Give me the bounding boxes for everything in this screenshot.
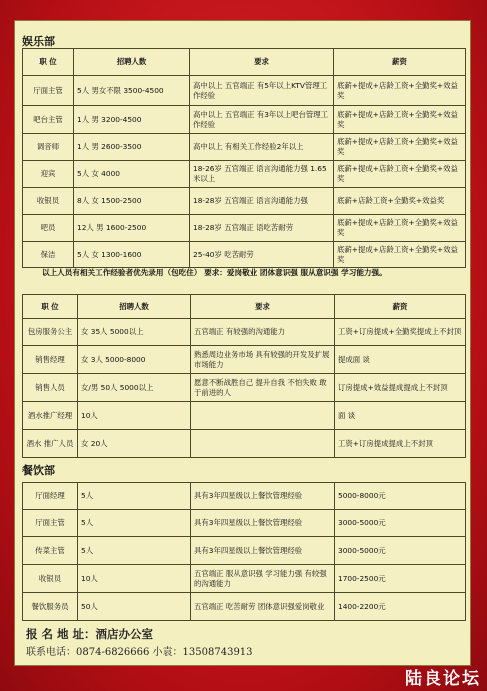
table-row: 酒水推广经理 10人 面 谈 bbox=[23, 402, 466, 430]
table-row: 保洁 5人 女 1300-1600 25-40岁 吃苦耐劳 底薪+提成+店龄工资+全勤奖+效益奖 bbox=[23, 242, 466, 268]
table-row: 厅面主管 5人 男女不限 3500-4500 高中以上 五官端正 有5年以上KTV管理工作经验 底薪+提成+店龄工资+全勤奖+效益奖 bbox=[23, 76, 466, 106]
table-row: 销售经理 女 3人 5000-8000 熟悉周边业务市场 具有较强的开发及扩展市场能力 提成面 谈 bbox=[23, 346, 466, 374]
table-row: 厅面经理 5人 具有3年四星级以上餐饮管理经验 5000-8000元 bbox=[23, 483, 466, 510]
catering-section-title: 餐饮部 bbox=[22, 464, 55, 477]
signup-address: 报 名 地 址：酒店办公室 bbox=[26, 627, 154, 641]
table-header-row bbox=[23, 49, 466, 76]
table-row: 收银员 10人 五官端正 服从意识强 学习能力强 有较强的沟通能力 1700-2500元 bbox=[23, 565, 466, 593]
table-row: 厅面主管 5人 具有3年四星级以上餐饮管理经验 3000-5000元 bbox=[23, 510, 466, 537]
forum-watermark: 陆良论坛 bbox=[405, 669, 481, 689]
table-row: 调音师 1人 男 2600-3500 高中以上 有相关工作经验2年以上 底薪+提成+店龄工资+全勤奖+效益奖 bbox=[23, 134, 466, 161]
table-row: 吧台主管 1人 男 3200-4500 高中以上 五官端正 有3年以上吧台管理工作经验 底薪+提成+店龄工资+全勤奖+效益奖 bbox=[23, 106, 466, 134]
entertainment-section-title: 娱乐部 bbox=[22, 35, 55, 48]
table-row: 酒水 推广人员 女 20人 工资+订房提成提成上不封顶 bbox=[23, 430, 466, 458]
header-requirement: 要求 bbox=[190, 49, 334, 76]
header-position: 职 位 bbox=[23, 49, 74, 76]
table-header-row: 职 位 招聘人数 要求 薪资 bbox=[23, 295, 466, 319]
header-salary: 薪资 bbox=[334, 49, 466, 76]
table-row: 吧员 12人 男 1600-2500 18-28岁 五官端正 语吃苦耐劳 底薪+提成+店龄工资+全勤奖+效益奖 bbox=[23, 215, 466, 242]
service-sales-table bbox=[22, 294, 466, 458]
table-row: 收银员 8人 女 1500-2500 18-28岁 五官端正 语言沟通能力强 底薪+店龄工资+全勤奖+效益奖 bbox=[23, 188, 466, 215]
catering-table bbox=[22, 482, 466, 621]
table-row: 餐饮服务员 50人 五官端正 吃苦耐劳 团体意识强爱岗敬业 1400-2200元 bbox=[23, 593, 466, 621]
table-row: 包房服务公主 女 35人 5000以上 五官端正 有较强的沟通能力 工资+订房提成+全勤奖提成上不封顶 bbox=[23, 319, 466, 346]
table-row: 传菜主管 5人 具有3年四星级以上餐饮管理经验 3000-5000元 bbox=[23, 537, 466, 565]
table-row: 销售人员 女/男 50人 5000以上 愿意不断战胜自己 提升自我 不怕失败 敢于前进的人 订房提成+效益提成提成上不封顶 bbox=[23, 374, 466, 402]
requirement-note: 以上人员有相关工作经验者优先录用（包吃住） 要求：爱岗敬业 团体意识强 服从意识强 学习能力强。 bbox=[42, 268, 387, 277]
header-count: 招聘人数 bbox=[74, 49, 190, 76]
entertainment-table bbox=[22, 48, 466, 268]
table-row: 迎宾 5人 女 4000 18-26岁 五官端正 语言沟通能力强 1.65米以上 底薪+提成+店龄工资+全勤奖+效益奖 bbox=[23, 161, 466, 188]
contact-phone: 联系电话：0874-6826666 小袁：13508743913 bbox=[26, 647, 253, 658]
